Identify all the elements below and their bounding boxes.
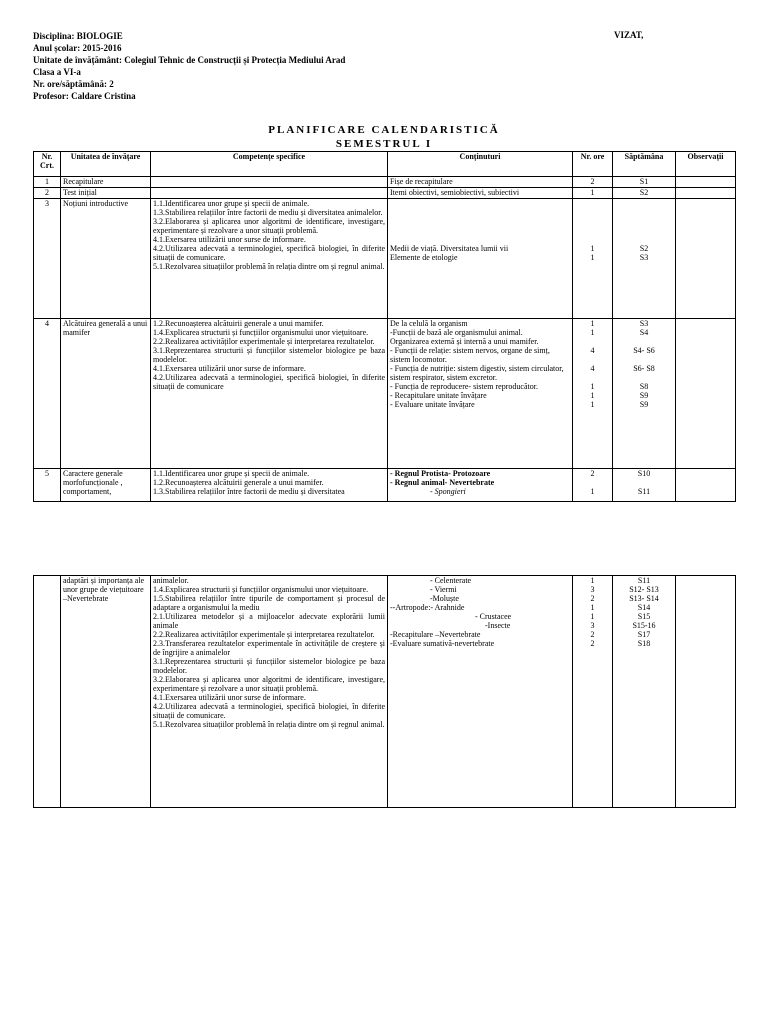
cell-line	[575, 478, 610, 487]
cell-line: 1	[590, 319, 595, 328]
cell-line: 1.1.Identificarea unor grupe și specii de animale.	[153, 469, 310, 478]
cell-saptamana	[613, 469, 676, 502]
cell-line: --Artropode:- Arahnide	[390, 603, 465, 612]
cell-unitate: Alcătuirea generală a unui mamifer	[61, 319, 151, 469]
cell-line: 3.2.Elaborarea și aplicarea unor algoritmi de identificare, investigare, experimentare și rezolvare a unor situații problemă.	[153, 217, 385, 235]
column-header: Nr. ore	[573, 152, 613, 177]
cell-ore	[573, 469, 613, 502]
cell-nr: 2	[34, 188, 61, 199]
table-header-row	[34, 152, 736, 177]
cell-line: De la celulă la organism	[390, 319, 468, 328]
cell-nr: 1	[34, 177, 61, 188]
cell-line: 1.3.Stabilirea relațiilor între factorii de mediu și diversitatea animalelor.	[153, 208, 383, 217]
cell-line: S1	[639, 177, 649, 186]
cell-continuturi	[388, 576, 573, 808]
cell-unitate: Recapitulare	[61, 177, 151, 188]
cell-line: - Regnul animal- Nevertebrate	[390, 478, 495, 487]
cell-line: 1.2.Recunoașterea alcătuirii generale a unui mamifer.	[153, 319, 324, 328]
header-profesor: Profesor: Caldare Cristina	[33, 91, 136, 101]
cell-line: 1.2.Recunoașterea alcătuirii generale a unui mamifer.	[153, 478, 324, 487]
cell-line	[615, 337, 673, 346]
cell-line: S4	[639, 328, 649, 337]
cell-line: S4- S6	[633, 346, 655, 355]
cell-line: S15	[637, 612, 651, 621]
cell-line: 1.4.Explicarea structurii și funcțiilor organismului unor viețuitoare.	[153, 585, 369, 594]
cell-continuturi	[388, 188, 573, 199]
document-subtitle: SEMESTRUL I	[335, 138, 433, 150]
cell-line: - Celenterate	[430, 576, 472, 585]
cell-line: Fișe de recapitulare	[390, 177, 453, 186]
planning-table-page1	[33, 151, 736, 502]
cell-line	[615, 355, 673, 364]
cell-line: 1	[590, 253, 595, 262]
cell-line: - Evaluare unitate învățare	[390, 400, 475, 409]
cell-line: - Funcția de reproducere- sistem reproducător.	[390, 382, 538, 391]
cell-line: S2	[639, 244, 649, 253]
cell-line: - Crustacee	[475, 612, 512, 621]
cell-observatii	[676, 177, 736, 188]
cell-line: 2.2.Realizarea activităților experimentale și interpretarea rezultatelor.	[153, 630, 375, 639]
cell-observatii	[676, 576, 736, 808]
cell-line: S10	[637, 469, 651, 478]
column-header: Nr. Crt.	[34, 152, 61, 177]
header-disciplina: Disciplina: BIOLOGIE	[33, 31, 123, 41]
cell-line: 2	[590, 177, 595, 186]
cell-line: 1	[590, 244, 595, 253]
cell-line: Medii de viață. Diversitatea lumii vii	[390, 244, 509, 253]
cell-line: S11	[637, 487, 651, 496]
cell-line: Elemente de etologie	[390, 253, 458, 262]
cell-observatii	[676, 188, 736, 199]
cell-line: 4.1.Exersarea utilizării unor surse de informare.	[153, 693, 306, 702]
header-an-scolar: Anul școlar: 2015-2016	[33, 43, 122, 53]
column-header: Competențe specifice	[151, 152, 388, 177]
table-row	[34, 199, 736, 319]
cell-line: - Regnul Protista- Protozoare	[390, 469, 491, 478]
cell-line: -Moluște	[430, 594, 459, 603]
cell-line: - Spongieri	[430, 487, 466, 496]
cell-line: - Viermi	[430, 585, 457, 594]
cell-unitate: adaptări și importanța ale unor grupe de viețuitoare –Nevertebrate	[61, 576, 151, 808]
cell-line: animalelor.	[153, 576, 189, 585]
cell-line: 1	[590, 612, 595, 621]
cell-competente	[151, 469, 388, 502]
cell-line: 1.1.Identificarea unor grupe și specii de animale.	[153, 199, 310, 208]
table-row	[34, 188, 736, 199]
cell-line: 3.1.Reprezentarea structurii și funcțiilor sistemelor biologice pe baza modelelor.	[153, 657, 385, 675]
cell-line: S2	[639, 188, 649, 197]
cell-observatii	[676, 469, 736, 502]
cell-line: 4.1.Exersarea utilizării unor surse de informare.	[153, 364, 306, 373]
cell-line: Organizarea externă și internă a unui mamifer.	[390, 337, 539, 346]
cell-continuturi	[388, 319, 573, 469]
cell-line: 4.2.Utilizarea adecvată a terminologiei, specifică biologiei, în diferite situații de comunicare.	[153, 702, 385, 720]
planning-table-page2	[33, 575, 736, 808]
cell-line: 4.2.Utilizarea adecvată a terminologiei, specifică biologiei, în diferite situații de comunicare	[153, 373, 385, 391]
cell-line: 5.1.Rezolvarea situațiilor problemă în relația dintre om și regnul animal.	[153, 720, 385, 729]
cell-line: -Funcții de bază ale organismului animal.	[390, 328, 523, 337]
header-ore: Nr. ore/săptămână: 2	[33, 79, 114, 89]
cell-line: - Funcția de nutriție: sistem digestiv, sistem circulator, sistem respirator, sistem excretor.	[390, 364, 564, 382]
cell-saptamana	[613, 319, 676, 469]
cell-line: 1	[590, 603, 595, 612]
cell-ore	[573, 319, 613, 469]
cell-observatii	[676, 319, 736, 469]
cell-line: S15-16	[632, 621, 656, 630]
cell-continuturi	[388, 199, 573, 319]
cell-line: 1	[590, 576, 595, 585]
cell-line	[575, 373, 610, 382]
cell-line: 3	[590, 585, 595, 594]
cell-line: -Insecte	[485, 621, 511, 630]
cell-line: 1.3.Stabilirea relațiilor între factorii de mediu și diversitatea	[153, 487, 345, 496]
header-unitate: Unitate de învățământ: Colegiul Tehnic de Construcții și Protecția Mediului Arad	[33, 55, 346, 65]
cell-line: 2	[590, 469, 595, 478]
cell-competente	[151, 576, 388, 808]
cell-competente	[151, 177, 388, 188]
cell-line: 2	[590, 639, 595, 648]
cell-line: 1	[590, 487, 595, 496]
cell-line: S8	[639, 382, 649, 391]
cell-line: 3	[590, 621, 595, 630]
cell-line: S12- S13	[629, 585, 659, 594]
column-header: Observații	[676, 152, 736, 177]
cell-ore	[573, 177, 613, 188]
cell-observatii	[676, 199, 736, 319]
cell-line: 4	[590, 346, 595, 355]
vizat-label: VIZAT,	[614, 30, 644, 40]
cell-competente	[151, 188, 388, 199]
cell-saptamana	[613, 576, 676, 808]
cell-line: 3.1.Reprezentarea structurii și funcțiilor sistemelor biologice pe baza modelelor.	[153, 346, 385, 364]
cell-line: 4	[590, 364, 595, 373]
cell-line: -Evaluare sumativă-nevertebrate	[390, 639, 495, 648]
column-header: Săptămâna	[613, 152, 676, 177]
cell-line: - Recapitulare unitate învățare	[390, 391, 487, 400]
cell-line: 1	[590, 328, 595, 337]
cell-line: S6- S8	[633, 364, 655, 373]
cell-line: 2	[590, 630, 595, 639]
cell-saptamana	[613, 177, 676, 188]
document-header	[33, 30, 345, 102]
cell-line: 2.2.Realizarea activităților experimentale și interpretarea rezultatelor.	[153, 337, 375, 346]
cell-line: S17	[637, 630, 651, 639]
cell-saptamana	[613, 188, 676, 199]
cell-nr	[34, 576, 61, 808]
cell-line: S11	[637, 576, 651, 585]
cell-line: 2.3.Transferarea rezultatelor experimentale în activitățile de creștere și de îngrijire a animalelor	[153, 639, 385, 657]
cell-line: 1.5.Stabilirea relațiilor între tipurile de comportament și procesul de adaptare a organismului la mediu	[153, 594, 385, 612]
cell-line	[575, 355, 610, 364]
cell-line: 2	[590, 594, 595, 603]
cell-line: S13- S14	[629, 594, 659, 603]
cell-nr: 5	[34, 469, 61, 502]
cell-line: S3	[639, 253, 649, 262]
cell-line: S9	[639, 391, 649, 400]
table-row	[34, 319, 736, 469]
cell-line: 5.1.Rezolvarea situațiilor problemă în relația dintre om și regnul animal.	[153, 262, 385, 271]
cell-nr: 3	[34, 199, 61, 319]
cell-saptamana	[613, 199, 676, 319]
cell-continuturi	[388, 469, 573, 502]
table-row	[34, 177, 736, 188]
cell-line: S9	[639, 400, 649, 409]
cell-unitate: Noțiuni introductive	[61, 199, 151, 319]
cell-line: S18	[637, 639, 651, 648]
cell-line: 3.2.Elaborarea și aplicarea unor algoritmi de identificare, investigare, experimentare și rezolvare a unor situații problemă.	[153, 675, 385, 693]
cell-line: 1	[590, 382, 595, 391]
cell-line: -Recapitulare –Nevertebrate	[390, 630, 481, 639]
cell-line: S3	[639, 319, 649, 328]
column-header: Unitatea de învățare	[61, 152, 151, 177]
cell-line	[615, 373, 673, 382]
cell-line: 1	[590, 400, 595, 409]
cell-line: 1	[590, 188, 595, 197]
cell-line	[615, 478, 673, 487]
cell-ore	[573, 199, 613, 319]
cell-line: 1	[590, 391, 595, 400]
cell-line: S14	[637, 603, 651, 612]
cell-nr: 4	[34, 319, 61, 469]
document-title: PLANIFICARE CALENDARISTICĂ	[268, 124, 500, 136]
table-row	[34, 576, 736, 808]
cell-line: 2.1.Utilizarea metodelor și a mijloacelor adecvate explorării lumii animale	[153, 612, 385, 630]
cell-continuturi	[388, 177, 573, 188]
column-header: Conținuturi	[388, 152, 573, 177]
cell-line: - Funcții de relație: sistem nervos, organe de simț, sistem locomotor.	[390, 346, 550, 364]
cell-ore	[573, 188, 613, 199]
cell-competente	[151, 319, 388, 469]
cell-unitate: Caractere generale morfofuncționale , comportament,	[61, 469, 151, 502]
cell-competente	[151, 199, 388, 319]
cell-ore	[573, 576, 613, 808]
cell-line: 4.1.Exersarea utilizării unor surse de informare.	[153, 235, 306, 244]
cell-line	[575, 337, 610, 346]
cell-line: 1.4.Explicarea structurii și funcțiilor organismului unor viețuitoare.	[153, 328, 369, 337]
table-row	[34, 469, 736, 502]
header-clasa: Clasa a VI-a	[33, 67, 81, 77]
cell-line: Itemi obiectivi, semiobiectivi, subiectivi	[390, 188, 520, 197]
cell-unitate: Test inițial	[61, 188, 151, 199]
cell-line: 4.2.Utilizarea adecvată a terminologiei, specifică biologiei, în diferite situații de comunicare.	[153, 244, 385, 262]
